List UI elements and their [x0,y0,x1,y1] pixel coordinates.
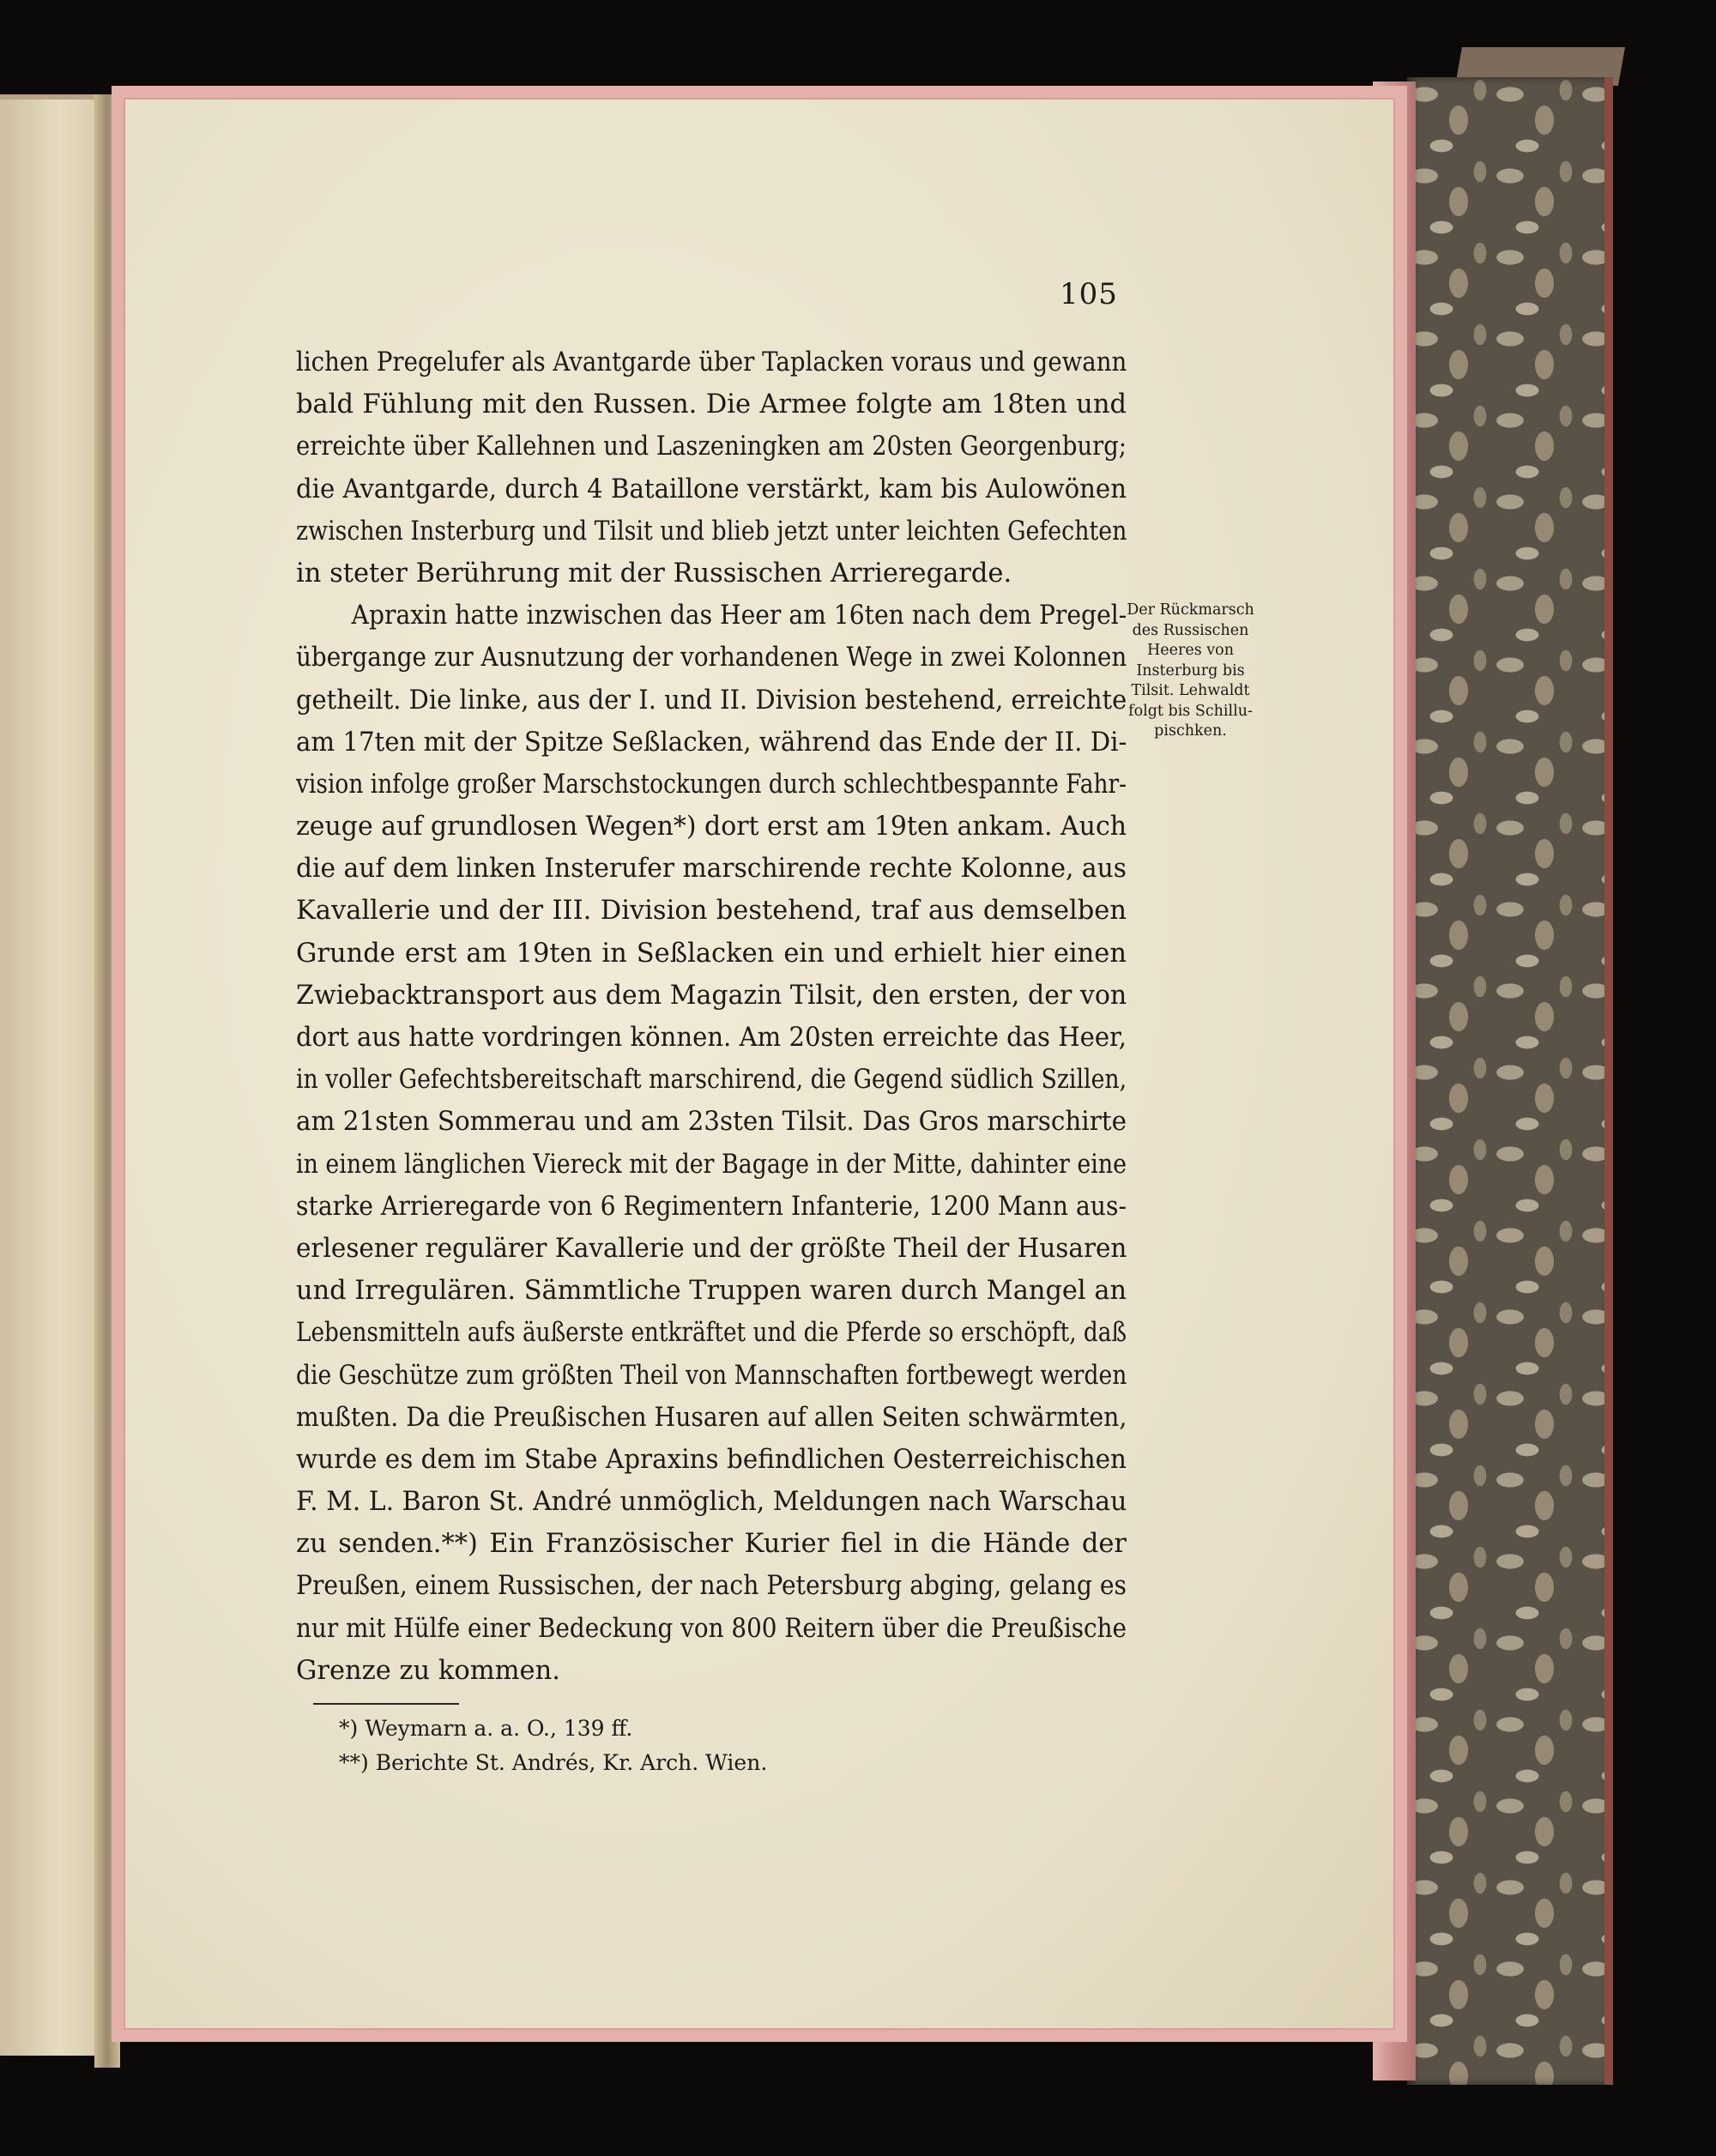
margin-note [1120,601,1261,742]
margin-note-line: Der Rückmarsch [1127,601,1254,619]
marbled-book-cover [1407,77,1613,2085]
text-line: erlesener regulärer Kavallerie und der größte Theil der Husaren [296,1233,1127,1264]
text-line: starke Arrieregarde von 6 Regimentern Infanterie, 1200 Mann aus- [296,1191,1127,1222]
text-line: die auf dem linken Insterufer marschirende rechte Kolonne, aus [296,854,1127,885]
text-line: lichen Pregelufer als Avantgarde über Taplacken voraus und gewann [296,347,1127,377]
text-line: dort aus hatte vordringen können. Am 20sten erreichte das Heer, [296,1023,1127,1053]
text-line: getheilt. Die linke, aus der I. und II. Division bestehend, erreichte [296,685,1127,716]
text-line: vision infolge großer Marschstockungen durch schlechtbespannte Fahr- [296,769,1127,800]
text-line: und Irregulären. Sämmtliche Truppen waren durch Mangel an [296,1276,1127,1307]
margin-note-line: pischken. [1154,722,1227,740]
text-line: mußten. Da die Preußischen Husaren auf allen Seiten schwärmten, [296,1402,1127,1433]
body-text [296,341,1127,1692]
text-line: Grenze zu kommen. [296,1655,560,1686]
margin-note-line: Insterburg bis [1136,661,1245,679]
text-line: zu senden.**) Ein Französischer Kurier fiel in die Hände der [296,1529,1127,1560]
text-line: zwischen Insterburg und Tilsit und blieb jetzt unter leichten Gefechten [296,516,1127,547]
text-line: Grunde erst am 19ten in Seßlacken ein und erhielt hier einen [296,938,1127,969]
text-line: am 17ten mit der Spitze Seßlacken, während das Ende der II. Di- [296,727,1127,758]
text-line: Apraxin hatte inzwischen das Heer am 16ten nach dem Pregel- [351,601,1127,631]
page-number: 105 [1060,277,1118,311]
text-line: am 21sten Sommerau und am 23sten Tilsit. Das Gros marschirte [296,1107,1127,1138]
text-line: erreichte über Kallehnen und Laszeningken am 20sten Georgenburg; [296,432,1127,462]
text-line: F. M. L. Baron St. André unmöglich, Meldungen nach Warschau [296,1487,1127,1518]
footnote: **) Berichte St. Andrés, Kr. Arch. Wien. [339,1750,768,1775]
text-line: in voller Gefechtsbereitschaft marschirend, die Gegend südlich Szillen, [296,1065,1127,1096]
text-line: Kavallerie und der III. Division bestehend, traf aus demselben [296,896,1127,927]
text-line: zeuge auf grundlosen Wegen*) dort erst am 19ten ankam. Auch [296,812,1127,842]
margin-note-line: Tilsit. Lehwaldt [1131,682,1250,699]
text-line: wurde es dem im Stabe Apraxins befindlichen Oesterreichischen [296,1444,1127,1475]
text-line: die Geschütze zum größten Theil von Mannschaften fortbewegt werden [296,1360,1127,1391]
footnote: *) Weymarn a. a. O., 139 ff. [339,1716,633,1741]
margin-note-line: des Russischen [1132,621,1249,639]
text-line: Zwiebacktransport aus dem Magazin Tilsit, den ersten, der von [296,980,1127,1011]
text-line: nur mit Hülfe einer Bedeckung von 800 Reitern über die Preußische [296,1613,1127,1644]
text-line: Preußen, einem Russischen, der nach Petersburg abging, gelang es [296,1571,1127,1602]
margin-note-line: Heeres von [1147,642,1234,659]
margin-note-line: folgt bis Schillu- [1128,702,1253,720]
text-line: bald Fühlung mit den Russen. Die Armee folgte am 18ten und [296,390,1127,420]
left-facing-page [0,94,107,2056]
text-line: Lebensmitteln aufs äußerste entkräftet und die Pferde so erschöpft, daß [296,1318,1127,1349]
text-line: in einem länglichen Viereck mit der Bagage in der Mitte, dahinter eine [296,1149,1127,1180]
footnotes [339,1712,940,1780]
text-line: die Avantgarde, durch 4 Bataillone verstärkt, kam bis Aulowönen [296,474,1127,504]
footnote-rule [313,1703,459,1705]
text-line: in steter Berührung mit der Russischen Arrieregarde. [296,558,1012,589]
text-line: übergange zur Ausnutzung der vorhandenen Wege in zwei Kolonnen [296,643,1127,673]
